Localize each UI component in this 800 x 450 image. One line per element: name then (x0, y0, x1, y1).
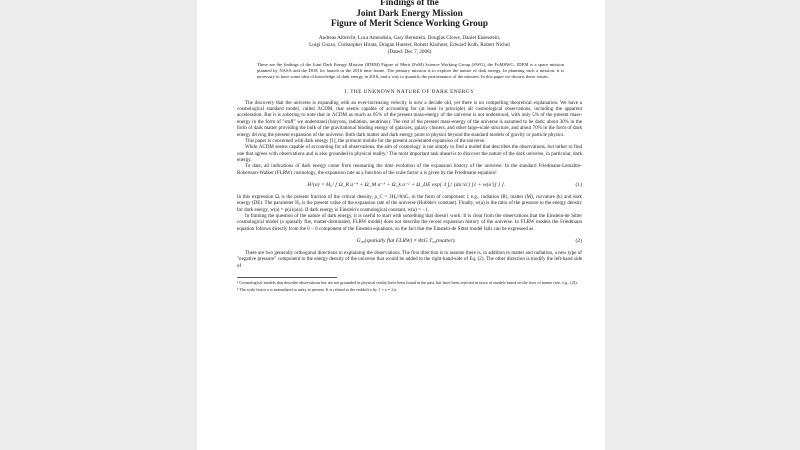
equation-2-body: G₀₀(spatially flat FLRW) ≠ 8πG T₀₀(matter). (356, 237, 456, 244)
body-paragraph: This paper is concerned with dark energy [1], the primum mobile for the present accelerated expansion of the universe. (245, 137, 486, 144)
body-paragraph: There are two generally orthogonal directions in explaining the observations. The first direction is to assume there is, in addition to matter and radiation, a new type of "negative pressure" component to the energy density of the universe that would be added to the right-hand-side of Eq. (2). The other direction is modify the left-hand side of (237, 249, 582, 269)
title-line: Findings of the (380, 0, 439, 7)
title-line: Joint Dark Energy Mission (356, 7, 463, 18)
body-paragraph: To date, all indications of dark energy come from measuring the time evolution of the expansion history of the universe. In the standard Friedmann-Lemaître-Robertson-Walker (FLRW) cosmology, the expansion rate as a function of the scale factor a is given by the Friedmann equation² (237, 163, 582, 176)
paper-title (237, 0, 582, 29)
author-list (237, 35, 582, 56)
footnote-divider (237, 277, 337, 278)
body-paragraph: In this expression Ωᵢ is the present fraction of the critical density, ρ_C = 3H₀²/8πG, in the form of component i; e.g., radiation (R), matter (M), curvature (k) and dark energy (DE). The parameter H₀ is the present value of the expansion rate of the universe (Hubble's constant). Finally, w(a) is the ratio of the pressure to the energy density for dark energy, w(a) = p(a)/ρ(a). If dark energy is Einstein's cosmological constant, w(a) = −1. (237, 193, 582, 213)
equation-1-body: H²(a) = H₀² [ Ω_R a⁻⁴ + Ω_M a⁻³ + Ω_k a⁻² + Ω_DE exp{ 3 ∫ₐ¹ (da′/a′) [1 + w(a′)] } ]. (307, 181, 506, 188)
body-paragraph: While ΛCDM seems capable of accounting for all observations, the aim of cosmology is not simply to find a model that describes the observations, but rather to find one that agrees with observations and is also grounded in physical reality.¹ The most important task ahead is to discover the nature of the dark universe, in particular, dark energy. (237, 144, 582, 163)
body-paragraph: In framing the question of the nature of dark energy, it is useful to start with something that doesn't work: It is clear from the observations that the Einstein-de Sitter cosmological model (a spatially flat, matter-dominated, FLRW model) does not describe the recent expansion history of the universe. In FLRW models the Friedmann equation follows directly from the 0 − 0 component of the Einstein equations, so the fact that the Einstein-de Sitter model fails can be expressed as (237, 212, 582, 232)
equation-1 (237, 182, 582, 188)
page-content (237, 0, 582, 293)
body-paragraph: The discovery that the universe is expanding with an ever-increasing velocity is now a decade old, yet there is no compelling theoretical explanation. We have a cosmological standard model, called ΛCDM, that seems capable of accounting for (at least in principle) all cosmological observations, including the apparent acceleration. But it is sobering to note that in ΛCDM as much as 95% of the present mass-energy of the universe is not understood, with only 5% of the present mass-energy in the form of "stuff" we understand (baryons, radiation, neutrinos). The rest of the present mass-energy of the universe is assumed to be dark: about 30% in the form of dark matter providing the bulk of the gravitational binding energy of galaxies, galaxy clusters, and other large-scale structure, and about 70% in the form of dark energy driving the present expansion of the universe. Both dark matter and dark energy point to physics beyond the standard models of gravity or particle physics. (237, 99, 582, 138)
equation-2-number: (2) (575, 237, 582, 244)
footnote-1: ¹ Cosmological models that describe observations but are not grounded in physical reality have been found in the past, but have been rejected in favor of models based on the laws of nature (see, e.g., [2]). (237, 280, 578, 285)
paper-page (197, 0, 605, 450)
author-line: Luigi Guzzo, Christopher Hirata, Dragan Huterer, Robert Kirshner, Edward Kolb, Robert Nichol (309, 41, 510, 48)
title-line: Figure of Merit Science Working Group (331, 18, 488, 28)
equation-1-number: (1) (575, 181, 582, 188)
footnote-2: ² The scale factor a is normalized to unity at present. It is related to the redshift z by 1 + z = 1/a. (237, 287, 398, 293)
abstract: These are the findings of the Joint Dark Energy Mission (JDEM) Figure of Merit (FoM) Science Working Group (SWG), the FoMSWG. JDEM is a space mission planned by NASA and the DOE for launch in the 2016 time frame. The primary mission is to explore the nature of dark energy. In planning such a mission, it is necessary to have some idea of knowledge of dark energy in 2016, and a way to quantify the performance of the mission. In this paper we discuss these issues. (257, 61, 564, 79)
dated-line: (Dated: Dec 7, 2008) (387, 48, 432, 55)
equation-2 (237, 238, 582, 244)
author-line: Andreas Albrecht, Luca Amendola, Gary Bernstein, Douglas Clowe, Daniel Eisenstein, (318, 34, 501, 41)
section-heading: I. THE UNKNOWN NATURE OF DARK ENERGY (344, 88, 475, 95)
